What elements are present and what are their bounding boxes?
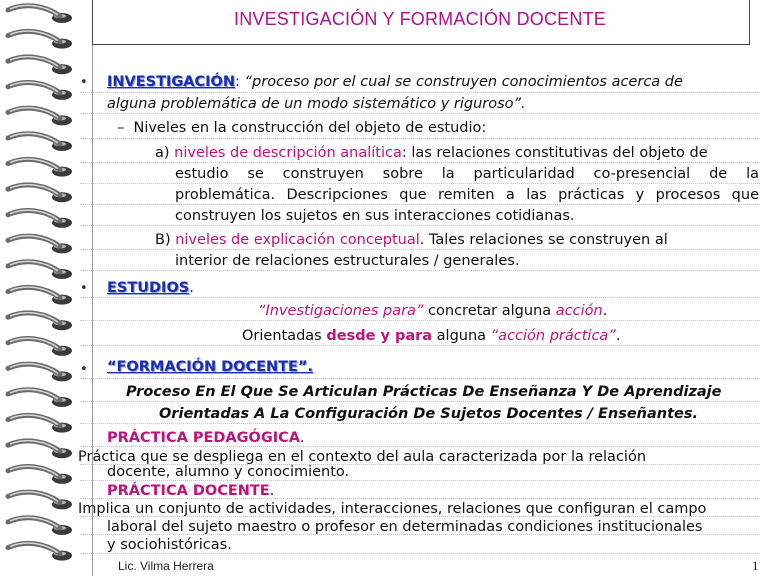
- nivel-a-line-3: problemática. Descripciones que remiten a las prácticas y procesos que: [175, 187, 759, 203]
- nivel-b-term: niveles de explicación conceptual: [175, 232, 420, 248]
- nivel-a-line-2: estudio se construyen sobre la particularidad co-presencial de la: [175, 166, 759, 182]
- spiral-ring-icon: [8, 210, 72, 228]
- ruled-line: [80, 138, 760, 139]
- spiral-ring-icon: [8, 261, 72, 279]
- estudios-line: ESTUDIOS.: [107, 280, 194, 296]
- nivel-b-line-1: B) niveles de explicación conceptual. Tales relaciones se construyen al: [155, 232, 668, 248]
- margin-line: [92, 0, 93, 576]
- practica-pedagogica-l2: docente, alumno y conocimiento.: [107, 464, 350, 480]
- estudios-sub-2: Orientadas desde y para alguna “acción práctica”.: [242, 328, 621, 344]
- spiral-ring-icon: [8, 492, 72, 510]
- niveles-line: – Niveles en la construcción del objeto de estudio:: [117, 120, 487, 136]
- page-number: 1: [752, 558, 759, 573]
- page-title: INVESTIGACIÓN Y FORMACIÓN DOCENTE: [234, 9, 606, 29]
- practica-pedagogica-title: PRÁCTICA PEDAGÓGICA.: [107, 430, 305, 446]
- ruled-line: [80, 378, 760, 379]
- bullet-marker: •: [80, 281, 88, 296]
- spiral-ring-icon: [8, 441, 72, 459]
- spiral-ring-icon: [8, 287, 72, 305]
- spiral-ring-icon: [8, 82, 72, 100]
- formacion-line: [107, 358, 313, 377]
- spiral-ring-icon: [8, 31, 72, 49]
- spiral-ring-icon: [8, 236, 72, 254]
- spiral-ring-icon: [8, 543, 72, 561]
- nivel-a-line-1: a) niveles de descripción analítica: las relaciones constitutivas del objeto de: [155, 145, 708, 161]
- practica-docente-l1: Implica un conjunto de actividades, interacciones, relaciones que configuran el campo: [78, 501, 707, 517]
- spiral-ring-icon: [8, 338, 72, 356]
- estudios-keyword: ESTUDIOS: [107, 280, 190, 296]
- spiral-ring-icon: [8, 313, 72, 331]
- spiral-ring-icon: [8, 185, 72, 203]
- practica-docente-l3: y sociohistóricas.: [107, 537, 232, 553]
- bullet-marker: •: [80, 362, 88, 377]
- investigacion-quote: “proceso por el cual se construyen conocimientos acerca de: [244, 74, 683, 90]
- practica-pedagogica-l1: Práctica que se despliega en el contexto del aula caracterizada por la relación: [78, 449, 647, 465]
- estudios-sub-1: “Investigaciones para” concretar alguna acción.: [258, 303, 608, 319]
- investigacion-line-2: alguna problemática de un modo sistemático y riguroso”.: [107, 96, 526, 112]
- spiral-ring-icon: [8, 517, 72, 535]
- spiral-binding-icon: [0, 0, 90, 576]
- nivel-a-term: niveles de descripción analítica: [174, 145, 402, 161]
- spiral-ring-icon: [8, 5, 72, 23]
- spiral-ring-icon: [8, 415, 72, 433]
- spiral-ring-icon: [8, 389, 72, 407]
- footer-author: Lic. Vilma Herrera: [118, 559, 214, 573]
- formacion-keyword: “FORMACIÓN DOCENTE”.: [107, 359, 314, 375]
- nivel-a-line-4: construyen los sujetos en sus interacciones cotidianas.: [175, 208, 575, 224]
- spiral-ring-icon: [8, 364, 72, 382]
- spiral-ring-icon: [8, 57, 72, 75]
- practica-docente-title: PRÁCTICA DOCENTE.: [107, 483, 275, 499]
- formacion-def-2: Orientadas A La Configuración De Sujetos Docentes / Enseñantes.: [159, 406, 699, 422]
- investigacion-keyword: INVESTIGACIÓN: [107, 74, 236, 90]
- formacion-def-1: Proceso En El Que Se Articulan Prácticas De Enseñanza Y De Aprendizaje: [126, 384, 722, 400]
- spiral-ring-icon: [8, 133, 72, 151]
- investigacion-line-1: INVESTIGACIÓN: “proceso por el cual se construyen conocimientos acerca de: [107, 74, 683, 90]
- nivel-b-line-2: interior de relaciones estructurales / generales.: [175, 253, 520, 269]
- spiral-ring-icon: [8, 108, 72, 126]
- practica-docente-l2: laboral del sujeto maestro o profesor en determinadas condiciones institucionales: [107, 519, 703, 535]
- spiral-ring-icon: [8, 466, 72, 484]
- bullet-marker: •: [80, 75, 88, 90]
- spiral-ring-icon: [8, 159, 72, 177]
- ruled-line: [80, 92, 760, 93]
